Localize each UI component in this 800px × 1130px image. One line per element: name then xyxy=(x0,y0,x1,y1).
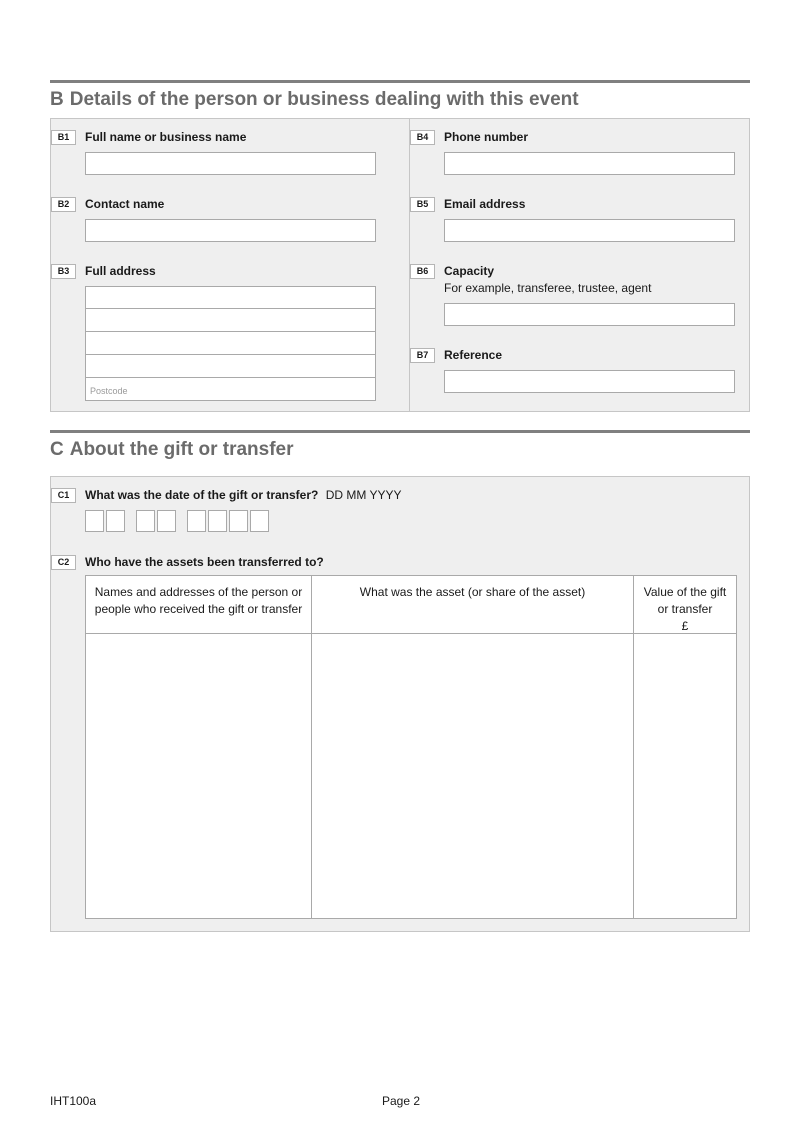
question-number-b2: B2 xyxy=(51,197,76,212)
address-line-2-field[interactable] xyxy=(85,308,376,332)
address-line-1-field[interactable] xyxy=(85,286,376,309)
question-number-b7: B7 xyxy=(410,348,435,363)
question-label-b3: Full address xyxy=(85,264,156,278)
postcode-placeholder: Postcode xyxy=(90,386,128,396)
question-label-b6: Capacity xyxy=(444,264,495,278)
question-label-c2: Who have the assets been transferred to? xyxy=(85,555,324,569)
question-number-b3: B3 xyxy=(51,264,76,279)
header-recipients-line-1: Names and addresses of the person or xyxy=(94,585,303,599)
address-line-3-field[interactable] xyxy=(85,331,376,355)
asset-description-cell[interactable] xyxy=(312,634,633,918)
address-line-4-field[interactable] xyxy=(85,354,376,378)
form-code: IHT100a xyxy=(50,1094,97,1108)
year-digit-3[interactable] xyxy=(229,510,248,532)
day-digit-1[interactable] xyxy=(85,510,104,532)
question-label-b2: Contact name xyxy=(85,197,165,211)
email-address-field[interactable] xyxy=(444,219,735,242)
page-number: Page 2 xyxy=(382,1094,421,1108)
day-digit-2[interactable] xyxy=(106,510,125,532)
date-format-hint: DD MM YYYY xyxy=(325,488,402,502)
header-value-unit: £ xyxy=(681,619,689,633)
month-digit-2[interactable] xyxy=(157,510,176,532)
section-b-heading: Details of the person or business dealing with this event xyxy=(69,89,579,110)
question-label-b5: Email address xyxy=(444,197,526,211)
header-recipients-line-2: people who received the gift or transfer xyxy=(94,602,303,616)
question-label-b7: Reference xyxy=(444,348,503,362)
year-digit-1[interactable] xyxy=(187,510,206,532)
year-digit-4[interactable] xyxy=(250,510,269,532)
section-b-title xyxy=(50,89,579,111)
section-c-title xyxy=(50,439,294,461)
header-value-line-1: Value of the gift xyxy=(643,585,727,599)
table-header-asset xyxy=(312,584,633,601)
month-digit-1[interactable] xyxy=(136,510,155,532)
full-name-field[interactable] xyxy=(85,152,376,175)
section-c-rule xyxy=(50,430,750,433)
question-number-b5: B5 xyxy=(410,197,435,212)
postcode-field[interactable] xyxy=(85,377,376,401)
recipients-names-cell[interactable] xyxy=(86,634,311,918)
date-input-group xyxy=(85,510,275,532)
header-asset-line: What was the asset (or share of the asset) xyxy=(359,585,586,599)
gift-value-cell[interactable] xyxy=(634,634,736,918)
date-question-text: What was the date of the gift or transfer? xyxy=(85,488,319,502)
question-hint-b6: For example, transferee, trustee, agent xyxy=(444,281,652,295)
section-b-rule xyxy=(50,80,750,83)
question-number-c2: C2 xyxy=(51,555,76,570)
table-header-value xyxy=(634,584,736,635)
section-b-letter: B xyxy=(50,89,64,110)
recipients-table xyxy=(85,575,737,919)
question-number-b1: B1 xyxy=(51,130,76,145)
capacity-field[interactable] xyxy=(444,303,735,326)
header-value-line-2: or transfer xyxy=(657,602,713,616)
year-digit-2[interactable] xyxy=(208,510,227,532)
question-label-c1 xyxy=(85,488,402,502)
section-c-letter: C xyxy=(50,439,64,460)
question-label-b1: Full name or business name xyxy=(85,130,247,144)
question-number-c1: C1 xyxy=(51,488,76,503)
question-label-b4: Phone number xyxy=(444,130,529,144)
section-c-heading: About the gift or transfer xyxy=(69,439,294,460)
phone-number-field[interactable] xyxy=(444,152,735,175)
question-number-b6: B6 xyxy=(410,264,435,279)
reference-field[interactable] xyxy=(444,370,735,393)
question-number-b4: B4 xyxy=(410,130,435,145)
table-header-recipients xyxy=(86,584,311,618)
contact-name-field[interactable] xyxy=(85,219,376,242)
